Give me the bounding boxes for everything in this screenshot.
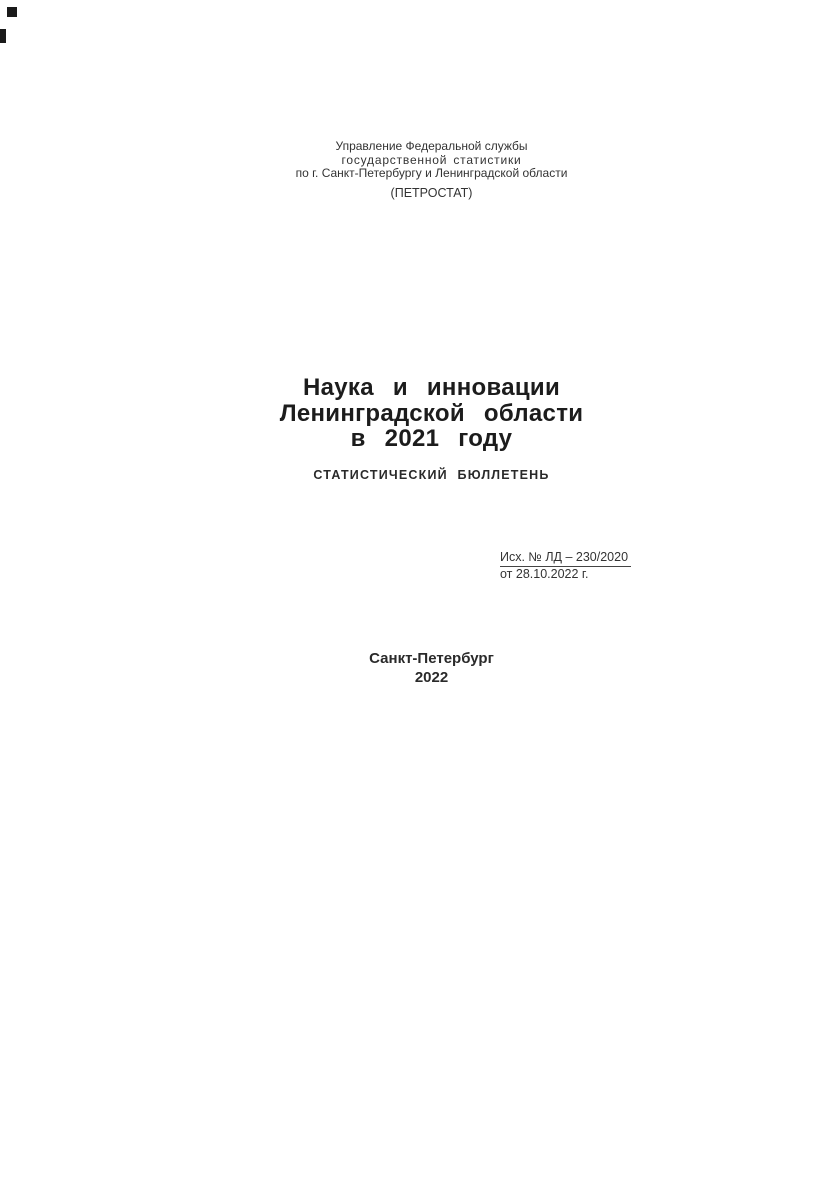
reference-date: от 28.10.2022 г. (500, 566, 589, 581)
outgoing-reference (500, 550, 631, 582)
scan-artifact-edge (0, 29, 6, 43)
publisher-header (14, 140, 835, 200)
imprint (14, 650, 835, 687)
document-title (14, 375, 835, 452)
title-line-3: в 2021 году (350, 425, 513, 452)
title-line-2: Ленинградской области (279, 399, 584, 427)
reference-number: Исх. № ЛД – 230/2020 (500, 550, 631, 567)
publisher-line-1: Управление Федеральной службы (335, 139, 528, 153)
scan-artifact-square (7, 7, 17, 17)
imprint-year: 2022 (414, 668, 449, 686)
publisher-line-2: государственной статистики (341, 152, 522, 167)
imprint-city: Санкт-Петербург (369, 650, 494, 667)
publisher-abbreviation: (ПЕТРОСТАТ) (390, 185, 473, 200)
document-subtitle: СТАТИСТИЧЕСКИЙ БЮЛЛЕТЕНЬ (313, 468, 550, 482)
publisher-line-3: по г. Санкт-Петербургу и Ленинградской области (295, 166, 568, 181)
title-line-1: Наука и инновации (302, 374, 561, 401)
